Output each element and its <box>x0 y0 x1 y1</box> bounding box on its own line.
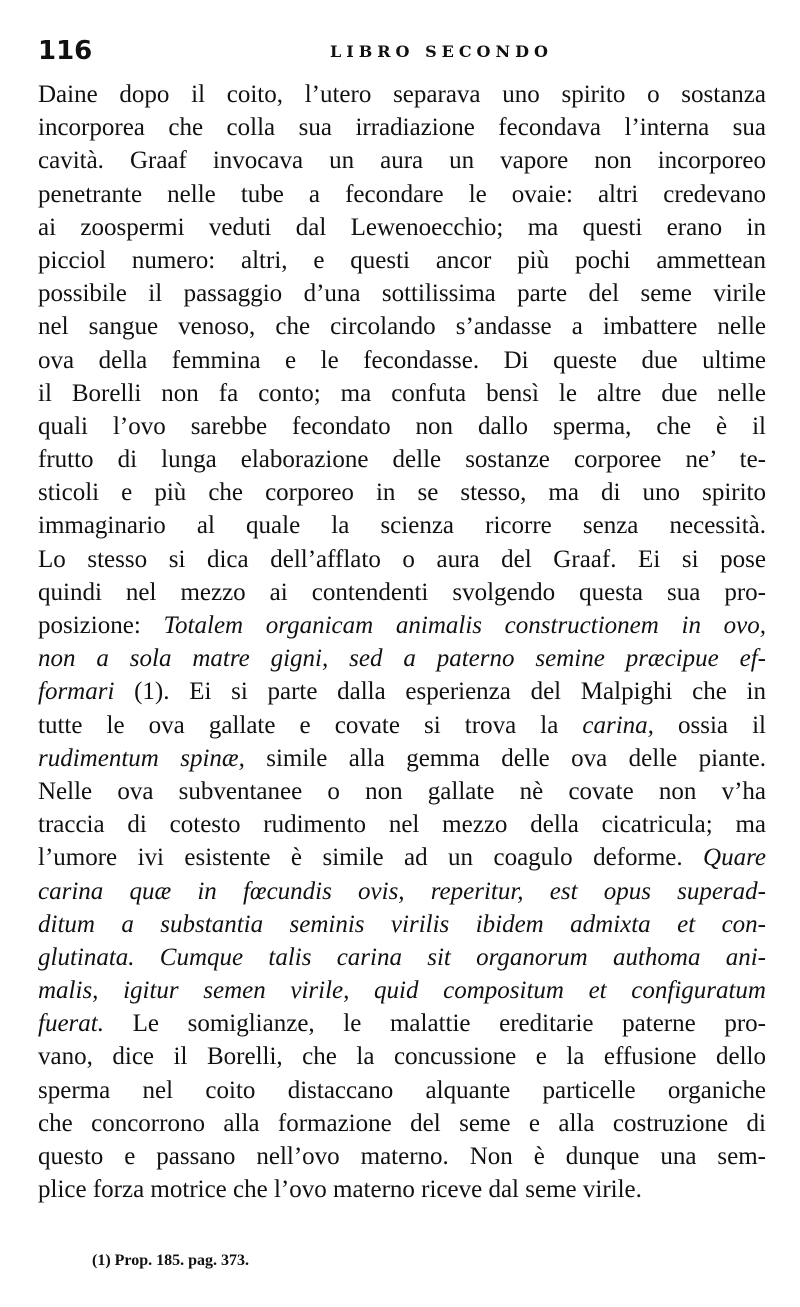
text-segment: ova della femmina e le fecondasse. Di queste due ultime <box>38 346 766 374</box>
text-segment: traccia di cotesto rudimento nel mezzo della cicatricula; ma <box>38 811 766 839</box>
text-line <box>38 211 766 244</box>
text-line <box>38 244 766 277</box>
text-line <box>38 476 766 509</box>
text-line <box>38 675 766 708</box>
text-segment: plice forza motrice che l’ovo materno riceve dal seme virile. <box>38 1176 642 1204</box>
text-segment: vano, dice il Borelli, che la concussione e la effusione dello <box>38 1043 766 1071</box>
text-segment: ossia il <box>653 711 766 739</box>
text-line <box>38 410 766 443</box>
text-segment: posizione: <box>38 612 164 639</box>
text-line <box>38 344 766 377</box>
text-segment: Le somiglianze, le malattie ereditarie paterne pro- <box>103 1010 766 1038</box>
text-line <box>38 1007 766 1040</box>
text-line <box>38 78 766 111</box>
text-line <box>38 1074 766 1107</box>
text-segment: incorporea che colla sua irradiazione fecondava l’interna sua <box>38 114 766 142</box>
text-line <box>38 277 766 310</box>
text-line <box>38 709 766 742</box>
text-line <box>38 1140 766 1173</box>
text-line <box>38 742 766 775</box>
text-line <box>38 875 766 908</box>
text-segment: Nelle ova subventanee o non gallate nè covate non v’ha <box>38 777 766 805</box>
italic-text: ditum a substantia seminis virilis ibidem admixta et con- <box>38 910 766 938</box>
text-segment: l’umore ivi esistente è simile ad un coagulo deforme. <box>38 844 704 872</box>
text-line <box>38 841 766 874</box>
text-segment: possibile il passaggio d’una sottilissima parte del seme virile <box>38 280 766 308</box>
text-segment: picciol numero: altri, e questi ancor più pochi ammettean <box>38 246 766 274</box>
text-segment: Daine dopo il coito, l’utero separava uno spirito o sostanza <box>38 81 766 108</box>
text-segment: (1). Ei si parte dalla esperienza del Malpighi che in <box>114 678 766 706</box>
text-segment: il Borelli non fa conto; ma confuta bensì le altre due nelle <box>38 379 766 407</box>
text-segment: frutto di lunga elaborazione delle sostanze corporee ne’ te- <box>38 446 766 474</box>
italic-text: formari <box>38 678 115 706</box>
text-segment: sperma nel coito distaccano alquante particelle organiche <box>38 1076 766 1104</box>
text-segment: Lo stesso si dica dell’afflato o aura del Graaf. Ei si pose <box>38 545 766 573</box>
text-segment: ai zoospermi veduti dal Lewenoecchio; ma questi erano in <box>38 213 766 241</box>
italic-text: fuerat. <box>38 1010 104 1038</box>
text-segment: simile alla gemma delle ova delle piante. <box>244 744 766 772</box>
page-header <box>38 36 760 70</box>
italic-text: Totalem organicam animalis constructionem in ovo, <box>163 612 766 639</box>
text-segment: tutte le ova gallate e covate si trova la <box>38 711 583 739</box>
text-line <box>38 908 766 941</box>
text-segment: nel sangue venoso, che circolando s’andasse a imbattere nelle <box>38 313 766 341</box>
text-line <box>38 576 766 609</box>
text-line <box>38 974 766 1007</box>
text-line <box>38 144 766 177</box>
text-line <box>38 775 766 808</box>
italic-text: Quare <box>703 844 766 872</box>
italic-text: rudimentum spinæ, <box>38 744 245 772</box>
text-segment: immaginario al quale la scienza ricorre senza necessità. <box>38 512 766 540</box>
text-segment: questo e passano nell’ovo materno. Non è dunque una sem- <box>38 1143 766 1170</box>
text-line <box>38 509 766 542</box>
text-segment: quali l’ovo sarebbe fecondato non dallo sperma, che è il <box>38 412 766 440</box>
text-line <box>38 1173 766 1206</box>
italic-text: malis, igitur semen virile, quid compositum et configuratum <box>38 977 766 1005</box>
text-segment: cavità. Graaf invocava un aura un vapore non incorporeo <box>38 147 766 175</box>
text-line <box>38 941 766 974</box>
text-line <box>38 443 766 476</box>
text-line <box>38 642 766 675</box>
text-line <box>38 310 766 343</box>
text-line <box>38 377 766 410</box>
italic-text: glutinata. Cumque talis carina sit organorum authoma ani- <box>38 943 766 971</box>
italic-text: carina, <box>582 711 654 739</box>
text-line <box>38 1040 766 1073</box>
text-line <box>38 808 766 841</box>
page-number: 116 <box>38 36 93 66</box>
italic-text: carina quæ in fœcundis ovis, reperitur, est opus superad- <box>38 877 766 905</box>
running-head: LIBRO SECONDO <box>330 42 553 61</box>
text-line <box>38 1107 766 1140</box>
text-segment: penetrante nelle tube a fecondare le ovaie: altri credevano <box>38 180 766 208</box>
italic-text: non a sola matre gigni, sed a paterno semine præcipue ef- <box>38 645 766 673</box>
text-line <box>38 111 766 144</box>
body-text <box>38 78 766 1206</box>
text-line <box>38 543 766 576</box>
text-segment: sticoli e più che corporeo in se stesso, ma di uno spirito <box>38 479 766 507</box>
text-line <box>38 178 766 211</box>
footnote: (1) Prop. 185. pag. 373. <box>92 1252 250 1269</box>
text-line <box>38 609 766 642</box>
text-segment: che concorrono alla formazione del seme e alla costruzione di <box>38 1109 766 1137</box>
text-segment: quindi nel mezzo ai contendenti svolgendo questa sua pro- <box>38 578 766 606</box>
